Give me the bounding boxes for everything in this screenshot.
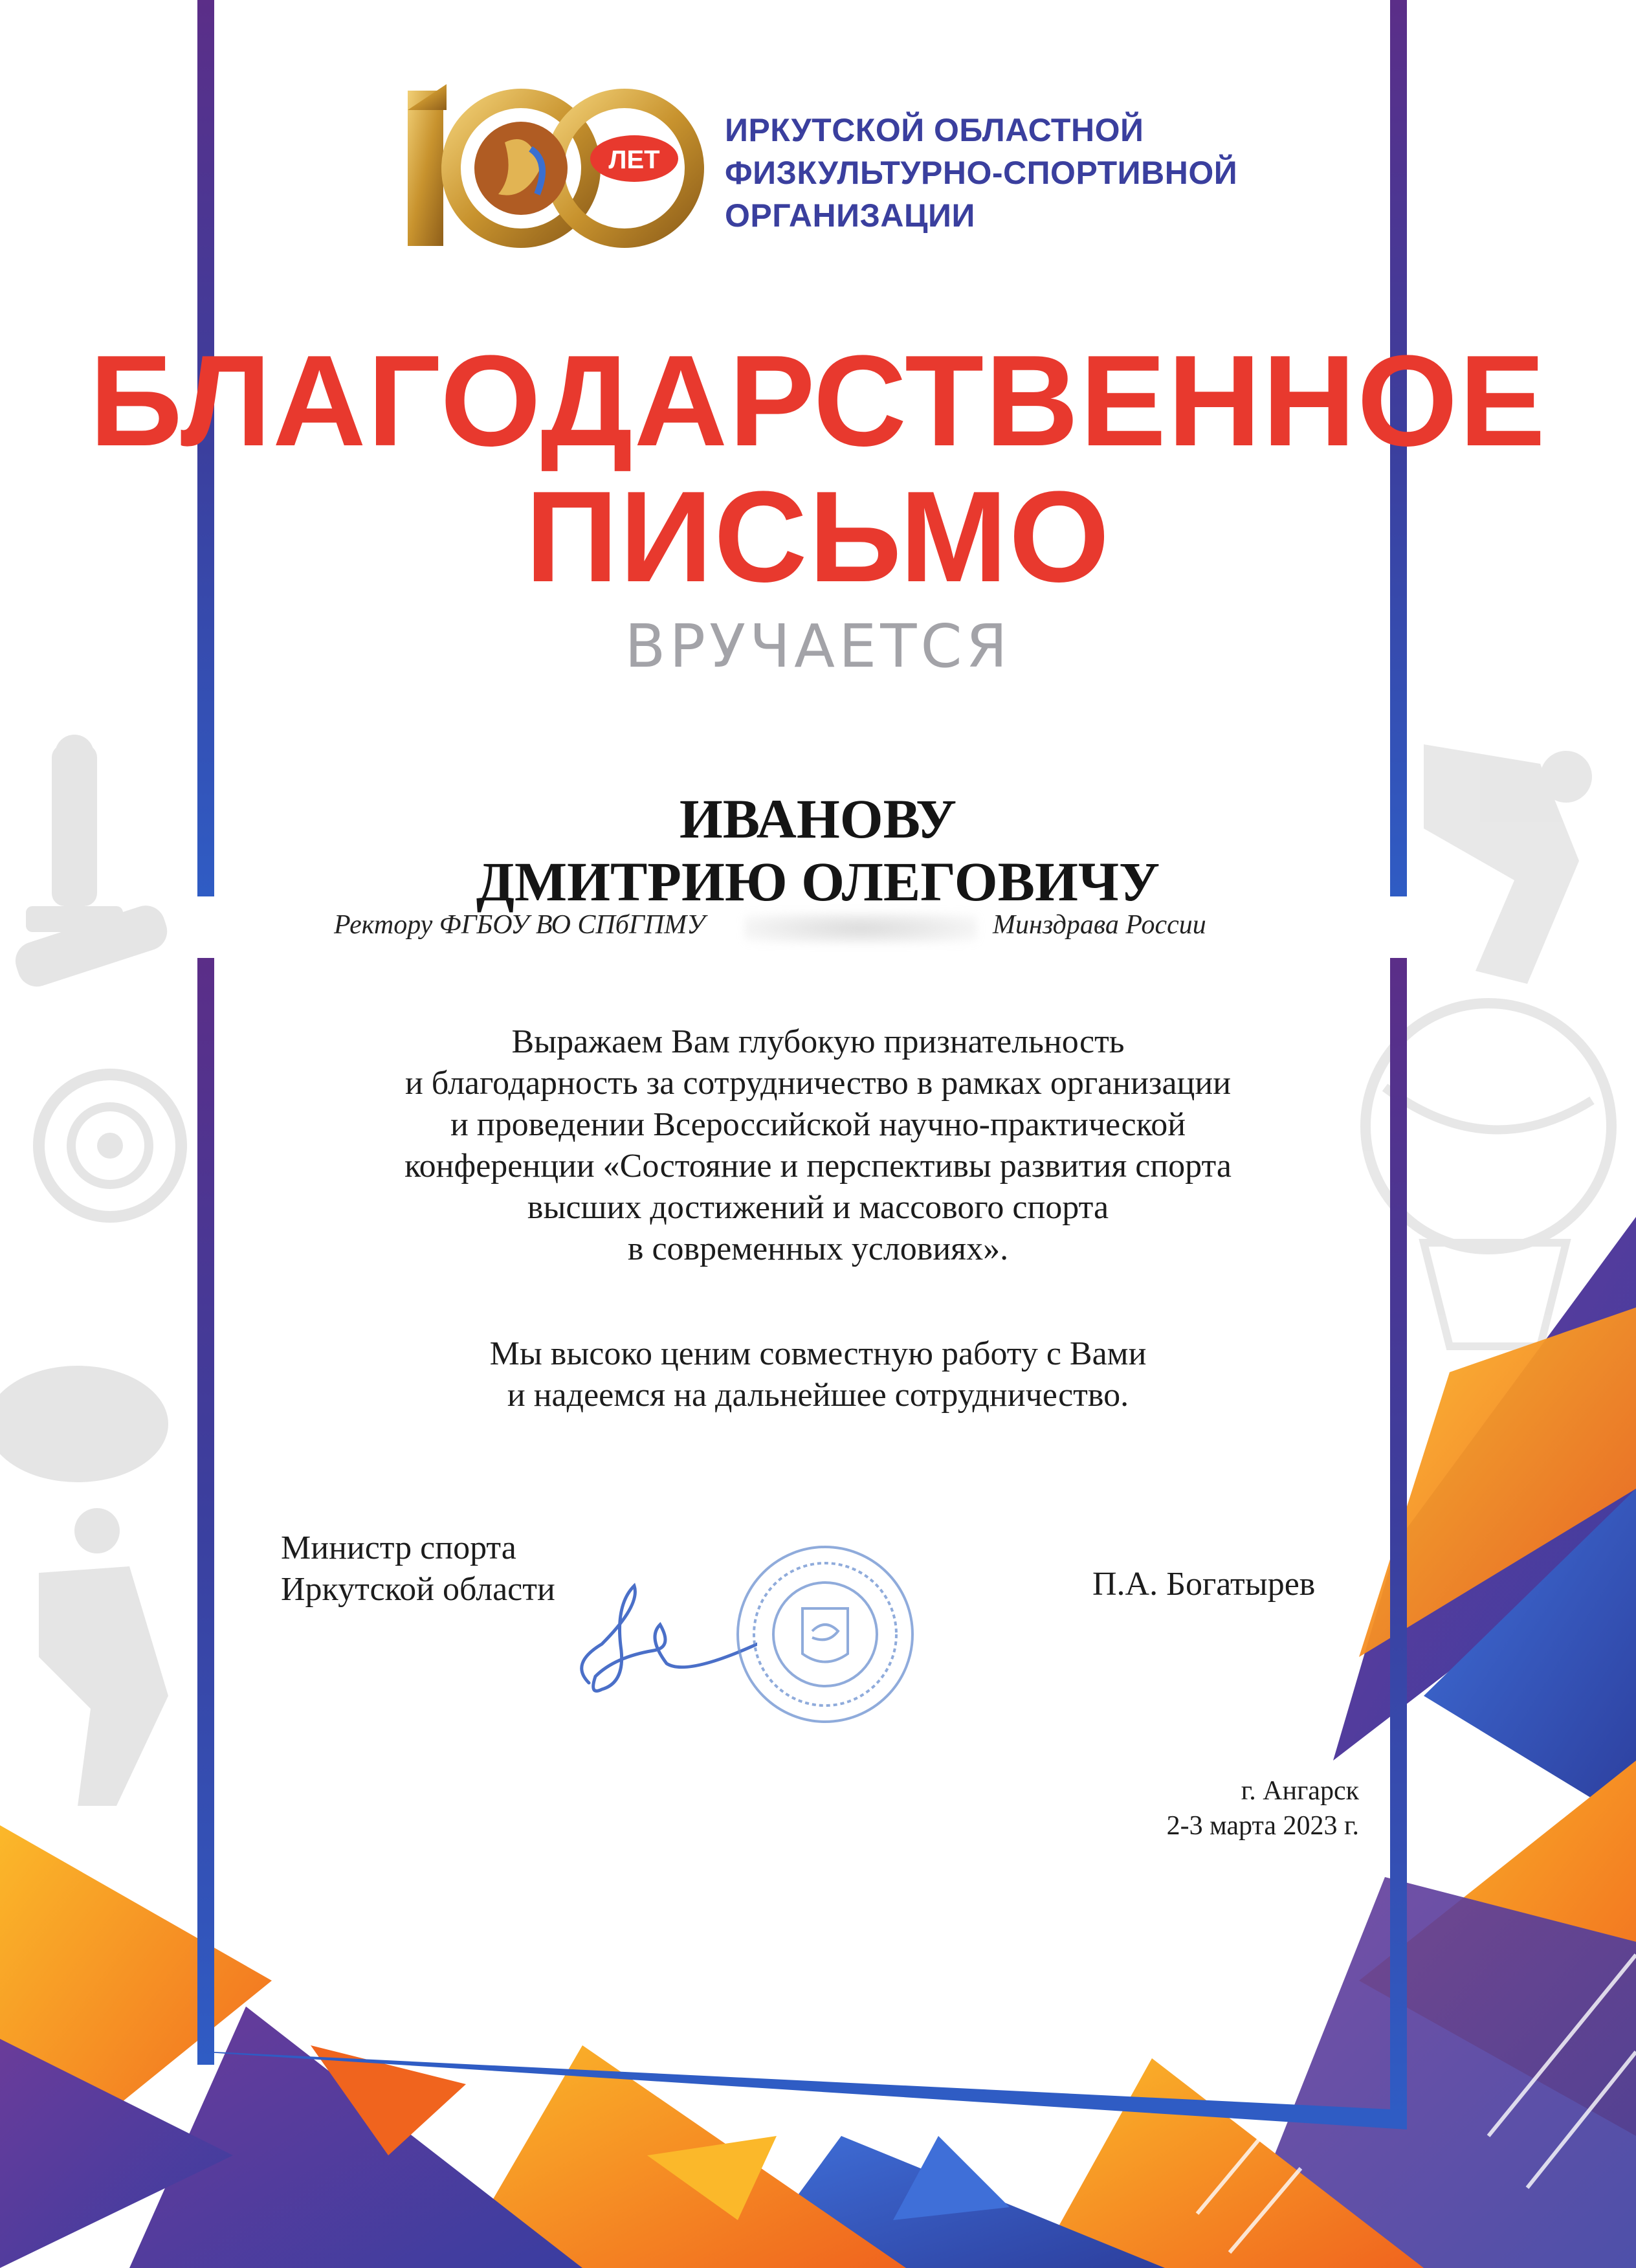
handwritten-signature xyxy=(563,1566,757,1709)
place-city: г. Ангарск xyxy=(1241,1776,1359,1806)
body-line: и благодарность за сотрудничество в рамках организации xyxy=(404,1065,1232,1102)
signer-name: П.А. Богатырев xyxy=(1092,1566,1316,1603)
body-paragraph-2 xyxy=(236,1333,1400,1416)
body-line: и проведении Всероссийской научно-практической xyxy=(450,1106,1186,1143)
signer-title xyxy=(281,1528,555,1610)
body-line: Мы высоко ценим совместную работу с Вами xyxy=(489,1335,1147,1372)
official-stamp xyxy=(731,1540,919,1728)
body-line: конференции «Состояние и перспективы развития спорта xyxy=(404,1148,1232,1184)
body-line: в современных условиях». xyxy=(627,1230,1009,1267)
body-line: высших достижений и массового спорта xyxy=(527,1189,1109,1226)
logo-badge xyxy=(590,135,678,182)
recipient-given-names: ДМИТРИЮ ОЛЕГОВИЧУ xyxy=(476,850,1160,913)
recipient-position-left: Ректору ФГБОУ ВО СПбГПМУ xyxy=(334,910,705,940)
signer-title-line-1: Министр спорта xyxy=(281,1529,516,1566)
recipient-surname: ИВАНОВУ xyxy=(679,788,957,850)
organization-line-3: ОРГАНИЗАЦИИ xyxy=(725,197,975,234)
signer-title-line-2: Иркутской области xyxy=(281,1571,555,1608)
anniversary-logo xyxy=(401,71,705,265)
place-and-date xyxy=(1035,1773,1359,1843)
redacted-area xyxy=(744,913,977,944)
document-title-line-2: ПИСЬМО xyxy=(525,465,1111,609)
document-title-line-1: БЛАГОДАРСТВЕННОЕ xyxy=(89,329,1547,473)
recipient-position-right: Минздрава России xyxy=(993,910,1206,940)
organization-name xyxy=(725,109,1243,237)
logo-badge-text: ЛЕТ xyxy=(608,146,660,174)
place-date: 2-3 марта 2023 г. xyxy=(1166,1811,1359,1841)
subtitle-awarded-to: ВРУЧАЕТСЯ xyxy=(625,612,1011,681)
body-paragraph-1 xyxy=(236,1021,1400,1270)
body-line: и надеемся на дальнейшее сотрудничество. xyxy=(507,1377,1129,1414)
organization-line-2: ФИЗКУЛЬТУРНО-СПОРТИВНОЙ xyxy=(725,155,1238,191)
organization-line-1: ИРКУТСКОЙ ОБЛАСТНОЙ xyxy=(725,112,1144,148)
body-line: Выражаем Вам глубокую признательность xyxy=(511,1023,1125,1060)
